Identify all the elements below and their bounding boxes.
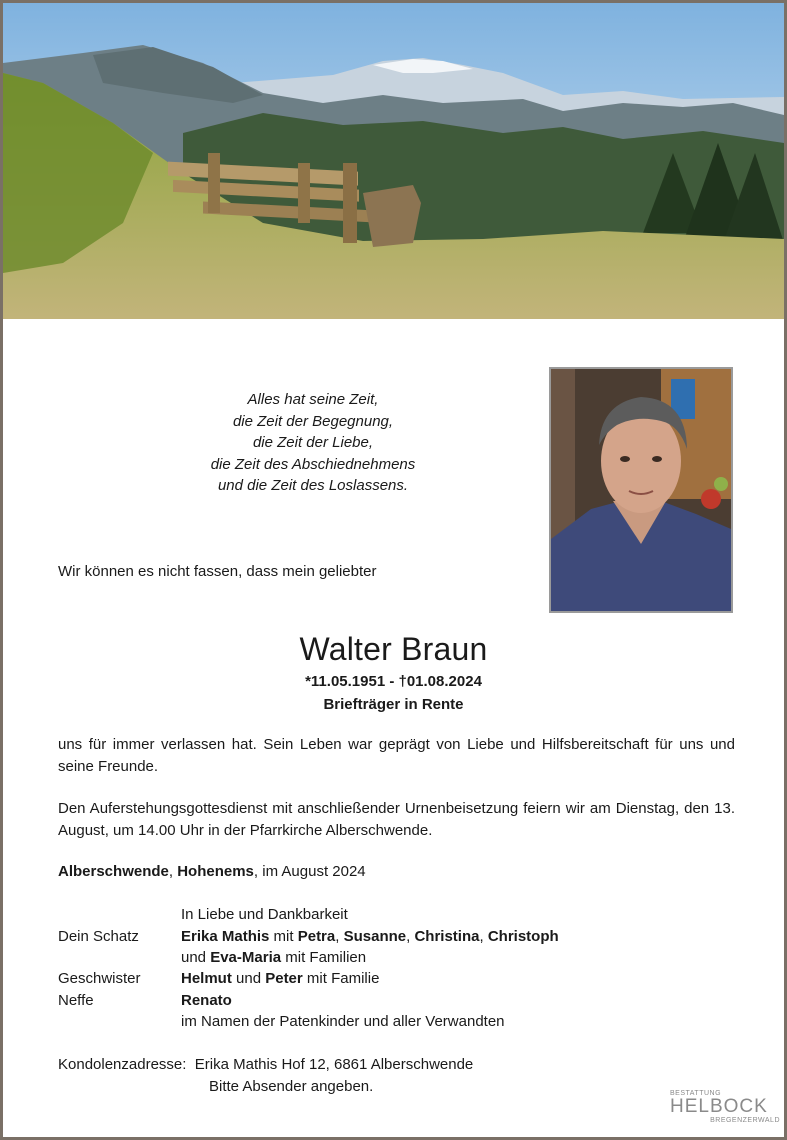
- town-name: Alberschwende: [58, 863, 169, 880]
- connector-text: ,: [406, 928, 415, 945]
- connector-text: ,: [335, 928, 344, 945]
- connector-text: mit Familien: [281, 949, 367, 966]
- quote-line: und die Zeit des Loslassens.: [217, 477, 409, 494]
- connector-text: mit Familie: [302, 970, 380, 987]
- connector-text: mit: [269, 928, 298, 945]
- relative-name: Eva-Maria: [210, 949, 282, 966]
- funeral-home-logo: [670, 1090, 780, 1136]
- portrait-illustration: [551, 369, 731, 611]
- relative-name: Susanne: [343, 928, 407, 945]
- relative-name: Renato: [181, 992, 232, 1009]
- life-dates: *11.05.1951 - †01.08.2024: [305, 673, 482, 690]
- deceased-name: Walter Braun: [299, 631, 488, 667]
- relation-label: Geschwister: [58, 970, 141, 987]
- relation-names: [181, 970, 379, 987]
- relatives-intro: In Liebe und Dankbarkeit: [181, 906, 348, 923]
- relation-names: [181, 992, 232, 1009]
- quote-line: die Zeit der Liebe,: [252, 434, 374, 451]
- town-name: Hohenems: [177, 863, 254, 880]
- paragraph-life: uns für immer verlassen hat. Sein Leben war geprägt von Liebe und Hilfsbereitschaft für uns und seine Freunde.: [58, 736, 735, 775]
- relative-name: Petra: [297, 928, 336, 945]
- logo-bottom-text: BREGENZERWALD: [710, 1117, 780, 1124]
- condolence-label: Kondolenzadresse:: [58, 1056, 187, 1073]
- relation-names: [181, 928, 559, 945]
- connector-text: ,: [479, 928, 488, 945]
- relation-label: Dein Schatz: [58, 928, 139, 945]
- logo-name: HELBOCK: [670, 1096, 768, 1117]
- month-year: , im August 2024: [253, 863, 366, 880]
- logo-top-text: BESTATTUNG: [670, 1090, 722, 1097]
- memorial-quote: [133, 389, 493, 497]
- relative-name: Peter: [265, 970, 303, 987]
- portrait-photo: [549, 367, 733, 613]
- relative-name: Christoph: [487, 928, 559, 945]
- intro-text: Wir können es nicht fassen, dass mein geliebter: [58, 563, 377, 580]
- quote-line: die Zeit der Begegnung,: [232, 412, 394, 430]
- quote-line: die Zeit des Abschiednehmens: [210, 455, 416, 473]
- relatives-closing: im Namen der Patenkinder und aller Verwandten: [181, 1013, 505, 1030]
- connector-text: und: [231, 970, 266, 987]
- separator: ,: [168, 863, 178, 880]
- relation-label: Neffe: [58, 992, 94, 1009]
- relative-name: Erika Mathis: [181, 928, 270, 945]
- mountain-bench-illustration: [3, 3, 784, 319]
- relative-name: Helmut: [181, 970, 232, 987]
- connector-text: und: [181, 949, 211, 966]
- condolence-address-text: Erika Mathis Hof 12, 6861 Alberschwende: [194, 1056, 474, 1073]
- relative-name: Christina: [414, 928, 480, 945]
- occupation: Briefträger in Rente: [323, 696, 464, 713]
- landscape-banner-image: [3, 3, 784, 319]
- place-date-line: [58, 863, 366, 880]
- paragraph-service: Den Auferstehungsgottesdienst mit anschließender Urnenbeisetzung feiern wir am Dienstag, den 13. August, um 14.00 Uhr in der Pfarrkirche Alberschwende.: [58, 800, 735, 839]
- condolence-note: Bitte Absender angeben.: [209, 1078, 374, 1095]
- quote-line: Alles hat seine Zeit,: [247, 391, 379, 408]
- relation-names: [181, 949, 366, 966]
- condolence-address: [58, 1056, 473, 1073]
